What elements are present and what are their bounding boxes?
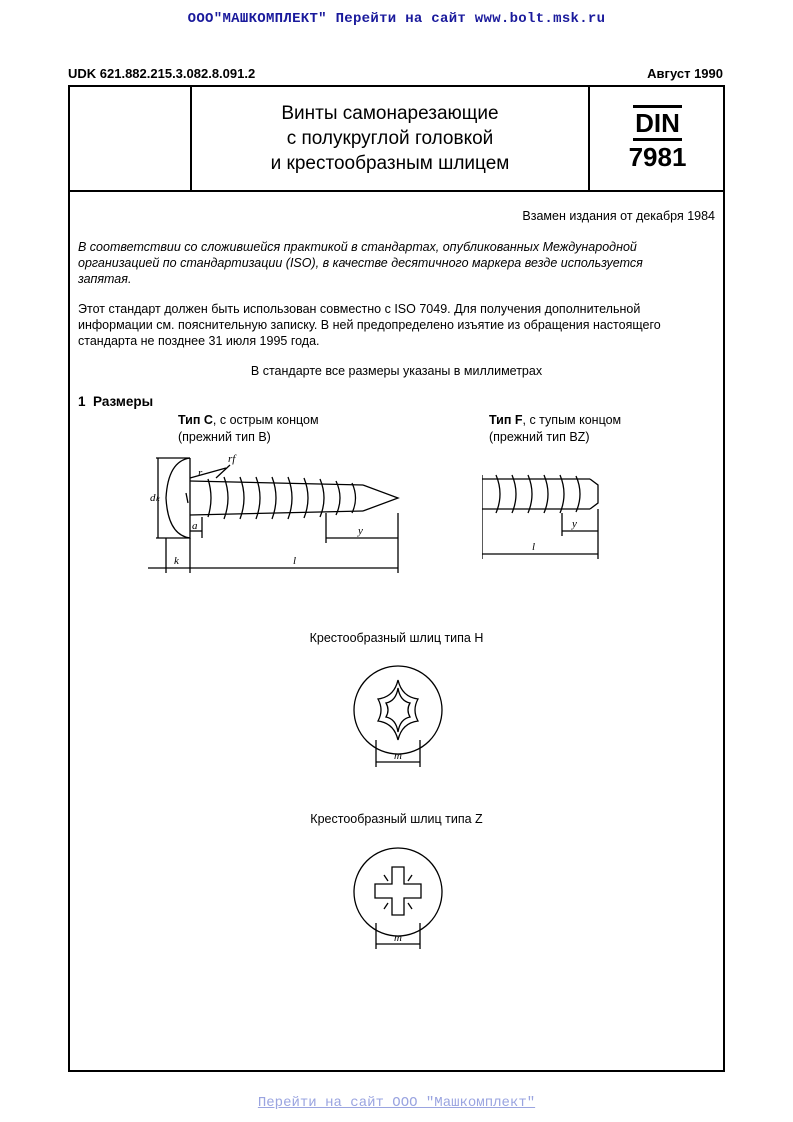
dk-label: dₖ xyxy=(150,492,161,504)
standard-number-cell xyxy=(588,87,725,190)
type-f-former: (прежний тип BZ) xyxy=(489,430,590,444)
rf-leader xyxy=(216,465,230,478)
usage-note-line: стандарта не позднее 31 июля 1995 года. xyxy=(78,334,320,348)
units-note: В стандарте все размеры указаны в миллиметрах xyxy=(250,364,543,378)
slot-type-h-drawing xyxy=(340,655,458,781)
type-c-name: Тип С xyxy=(178,413,213,427)
y-label: y xyxy=(358,525,363,537)
section-heading xyxy=(78,394,153,409)
replacement-note: Взамен издания от декабря 1984 xyxy=(522,209,715,223)
type-c-screw-drawing xyxy=(148,443,413,583)
title-line-3: и крестообразным шлицем xyxy=(270,153,510,174)
type-f-screw-drawing xyxy=(482,461,607,571)
title-block xyxy=(70,87,723,192)
sharp-point xyxy=(363,485,398,511)
blunt-point xyxy=(590,479,598,509)
decimal-note-line: В соответствии со сложившейся практикой в стандартах, опубликованных Международной xyxy=(78,240,637,254)
title-block-empty-cell xyxy=(70,87,192,190)
head-slot xyxy=(186,493,188,503)
l-label: l xyxy=(293,555,297,567)
l-label: l xyxy=(532,541,536,553)
title-line-1: Винты самонарезающие xyxy=(281,103,499,124)
type-c-former: (прежний тип В) xyxy=(178,430,271,444)
decimal-note-line: запятая. xyxy=(78,272,132,286)
thread-lines xyxy=(496,475,580,513)
udk-code: UDK 621.882.215.3.082.8.091.2 xyxy=(68,66,256,81)
document-title xyxy=(192,87,588,190)
type-c-label xyxy=(178,412,319,446)
type-f-label xyxy=(489,412,621,446)
type-f-desc: , с тупым концом xyxy=(522,413,622,427)
head-outline xyxy=(354,848,442,936)
slot-z-caption: Крестообразный шлиц типа Z xyxy=(310,812,483,826)
footer-link[interactable]: Перейти на сайт ООО "Машкомплект" xyxy=(257,1095,536,1111)
title-line-2: с полукруглой головкой xyxy=(286,128,494,149)
k-label: k xyxy=(174,555,179,567)
type-c-desc: , с острым концом xyxy=(212,413,319,427)
usage-note xyxy=(78,301,718,349)
slot-type-z-drawing xyxy=(340,835,458,961)
a-label: a xyxy=(192,520,198,532)
m-label: m xyxy=(394,932,402,944)
y-label: y xyxy=(572,518,577,530)
usage-note-line: информации см. пояснительную записку. В ней предопределено изъятие из обращения настоящего xyxy=(78,318,661,332)
document-frame xyxy=(68,85,725,1072)
decimal-marker-note xyxy=(78,239,714,287)
issue-date: Август 1990 xyxy=(647,66,723,81)
din-number: 7981 xyxy=(628,142,687,172)
site-banner[interactable]: ООО"МАШКОМПЛЕКТ" Перейти на сайт www.bolt.msk.ru xyxy=(187,11,606,27)
r-label: r xyxy=(198,467,203,479)
section-number: 1 xyxy=(78,394,86,409)
section-title: Размеры xyxy=(93,394,154,409)
din-prefix: DIN xyxy=(633,105,682,141)
slot-h-caption: Крестообразный шлиц типа Н xyxy=(309,631,484,645)
m-label: m xyxy=(394,750,402,762)
head-outline xyxy=(354,666,442,754)
cross-recess-z xyxy=(375,867,421,915)
decimal-note-line: организацией по стандартизации (ISO), в качестве десятичного маркера везде используется xyxy=(78,256,643,270)
rf-label: rf xyxy=(228,453,236,465)
type-f-name: Тип F xyxy=(489,413,523,427)
usage-note-line: Этот стандарт должен быть использован совместно с ISO 7049. Для получения дополнительной xyxy=(78,302,641,316)
